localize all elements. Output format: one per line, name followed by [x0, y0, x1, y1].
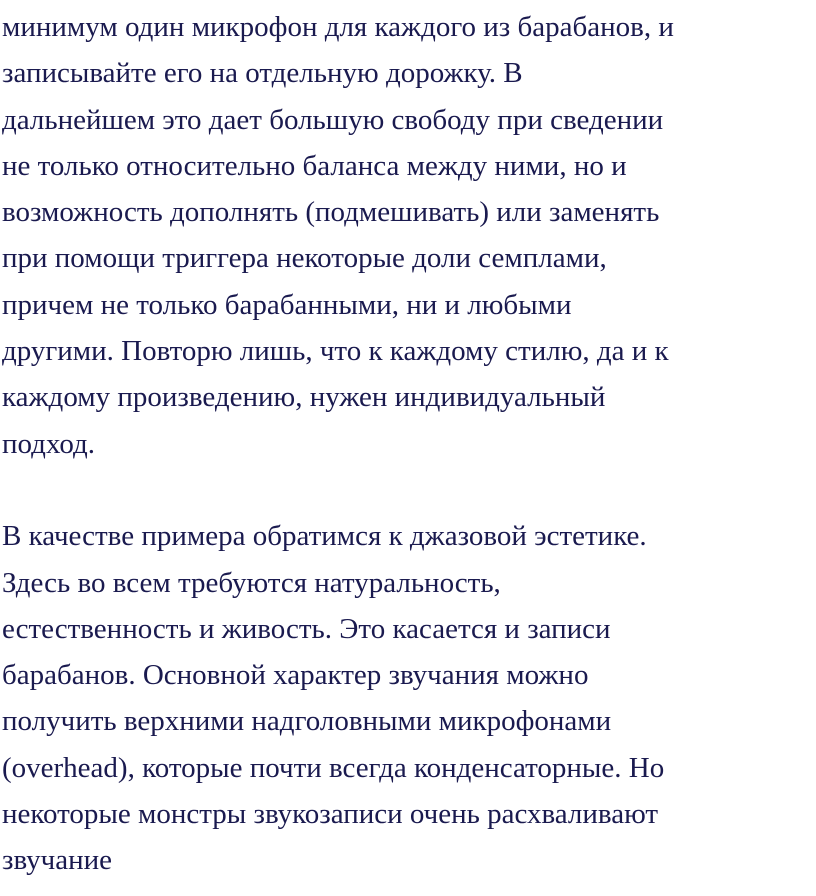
- paragraph-1-line: дальнейшем это дает большую свободу при сведении: [2, 103, 664, 136]
- paragraph-2: [2, 513, 816, 883]
- paragraph-1-line: каждому произведению, нужен индивидуальный: [2, 381, 606, 414]
- paragraph-1: [2, 4, 816, 467]
- paragraph-2-line: Здесь во всем требуются натуральность,: [2, 566, 501, 599]
- paragraph-2-line: барабанов. Основной характер звучания можно: [2, 659, 589, 692]
- paragraph-2-line: получить верхними надголовными микрофонами: [2, 705, 612, 738]
- paragraph-1-line: возможность дополнять (подмешивать) или заменять: [2, 196, 660, 229]
- paragraph-2-line: некоторые монстры звукозаписи очень расхваливают: [2, 798, 659, 831]
- paragraph-1-line: записывайте его на отдельную дорожку. В: [2, 57, 523, 90]
- paragraph-2-line: звучание: [2, 844, 113, 877]
- paragraph-1-line: другими. Повторю лишь, что к каждому стилю, да и к: [2, 335, 669, 368]
- paragraph-1-line: минимум один микрофон для каждого из барабанов, и: [2, 11, 674, 43]
- paragraph-1-line: подход.: [2, 427, 96, 460]
- paragraph-1-line: не только относительно баланса между ними, но и: [2, 149, 627, 182]
- paragraph-1-line: при помощи триггера некоторые доли семплами,: [2, 242, 607, 275]
- paragraph-2-line: естественность и живость. Это касается и записи: [2, 612, 611, 645]
- paragraph-gap: [2, 467, 816, 513]
- paragraph-2-line: В качестве примера обратимся к джазовой эстетике.: [2, 520, 647, 553]
- paragraph-1-line: причем не только барабанными, ни и любыми: [2, 288, 572, 321]
- paragraph-2-line: (overhead), которые почти всегда конденсаторные. Но: [2, 751, 665, 784]
